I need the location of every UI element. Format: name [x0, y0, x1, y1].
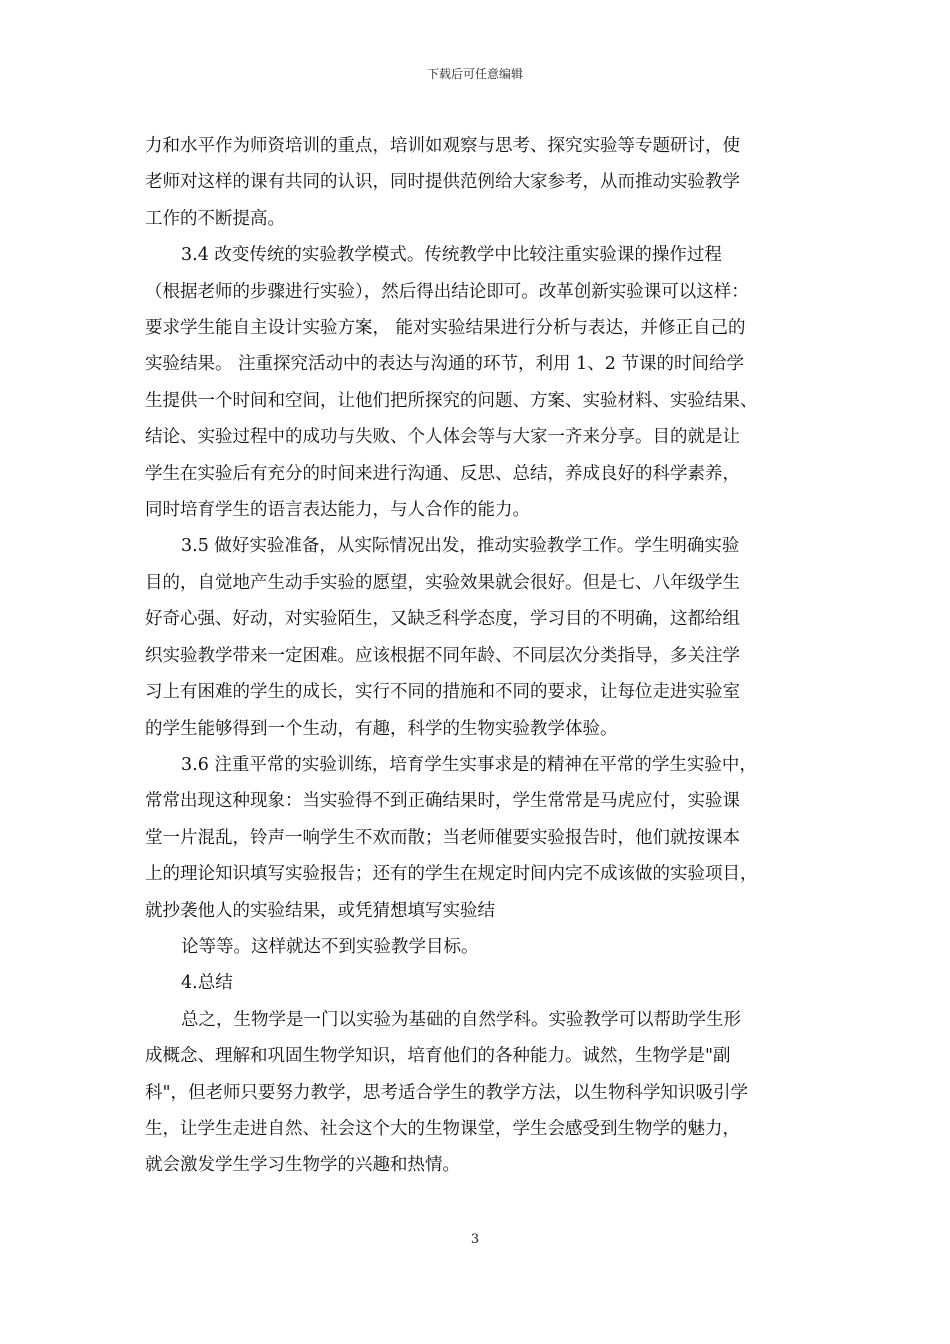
text-line: 同时培育学生的语言表达能力，与人合作的能力。: [145, 500, 530, 521]
text-line: 结论、实验过程中的成功与失败、个人体会等与大家一齐来分享。目的就是让: [145, 427, 740, 448]
text-line: 科"，但老师只要努力教学，思考适合学生的教学方法，以生物科学知识吸引学: [145, 1082, 749, 1103]
text-line: 目的，自觉地产生动手实验的愿望，实验效果就会很好。但是七、八年级学生: [145, 572, 740, 593]
text-line: 好奇心强、好动，对实验陌生，又缺乏科学态度，学习目的不明确，这都给组: [145, 609, 740, 630]
text-line: 上的理论知识填写实验报告；还有的学生在规定时间内完不成该做的实验项目，: [145, 864, 758, 885]
text-line: （根据老师的步骤进行实验），然后得出结论即可。改革创新实验课可以这样：: [145, 281, 749, 302]
text-line: 就会激发学生学习生物学的兴趣和热情。: [145, 1155, 460, 1176]
text-line: 要求学生能自主设计实验方案， 能对实验结果进行分析与表达，并修正自己的: [145, 318, 746, 339]
page-number: 3: [470, 1232, 480, 1247]
text-line: 织实验教学带来一定困难。应该根据不同年龄、不同层次分类指导，多关注学: [145, 645, 740, 666]
text-line: 工作的不断提高。: [145, 208, 285, 229]
text-line: 老师对这样的课有共同的认识，同时提供范例给大家参考，从而推动实验教学: [145, 172, 740, 193]
document-body: [145, 128, 825, 1184]
section-4-heading: 4.总结: [181, 973, 233, 994]
text-line: 论等等。这样就达不到实验教学目标。: [181, 936, 479, 957]
text-line: 生，让学生走进自然、社会这个大的生物课堂，学生会感受到生物学的魅力，: [145, 1118, 740, 1139]
section-3-6-heading-line: 3.6 注重平常的实验训练，培育学生实事求是的精神在平常的学生实验中，: [181, 754, 757, 775]
section-3-4-heading-line: 3.4 改变传统的实验教学模式。传统教学中比较注重实验课的操作过程: [181, 245, 722, 266]
text-line: 成概念、理解和巩固生物学知识，培育他们的各种能力。诚然，生物学是"副: [145, 1046, 731, 1067]
text-line: 的学生能够得到一个生动，有趣，科学的生物实验教学体验。: [145, 718, 618, 739]
text-line: 就抄袭他人的实验结果，或凭猜想填写实验结: [145, 900, 495, 921]
page-header: 下载后可任意编辑: [426, 67, 523, 81]
text-line: 常常出现这种现象：当实验得不到正确结果时，学生常常是马虎应付，实验课: [145, 791, 740, 812]
text-line: 实验结果。 注重探究活动中的表达与沟通的环节，利用 1、2 节课的时间给学: [145, 354, 744, 375]
text-line: 总之，生物学是一门以实验为基础的自然学科。实验教学可以帮助学生形: [181, 1009, 741, 1030]
text-line: 生提供一个时间和空间，让他们把所探究的问题、方案、实验材料、实验结果、: [145, 390, 758, 411]
section-3-5-heading-line: 3.5 做好实验准备，从实际情况出发，推动实验教学工作。学生明确实验: [181, 536, 740, 557]
text-line: 学生在实验后有充分的时间来进行沟通、反思、总结，养成良好的科学素养，: [145, 463, 740, 484]
text-line: 堂一片混乱，铃声一响学生不欢而散；当老师催要实验报告时，他们就按课本: [145, 827, 740, 848]
text-line: 力和水平作为师资培训的重点，培训如观察与思考、探究实验等专题研讨，使: [145, 136, 740, 156]
text-line: 习上有困难的学生的成长，实行不同的措施和不同的要求，让每位走进实验室: [145, 682, 740, 703]
